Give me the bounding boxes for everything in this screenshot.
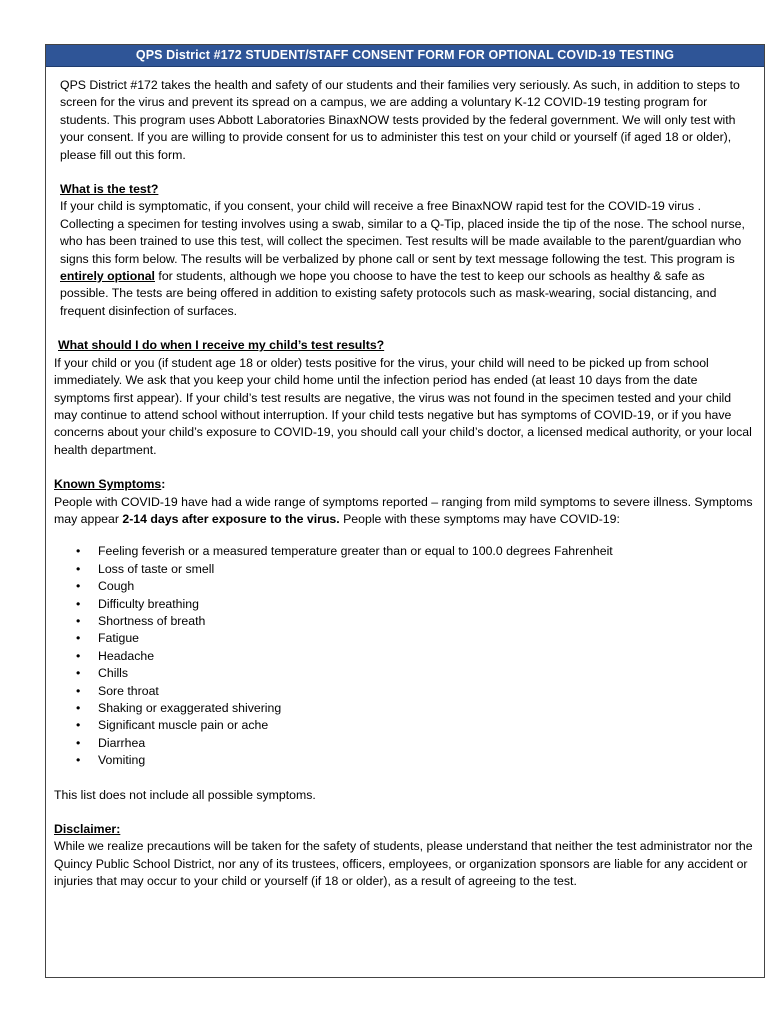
list-item: • Difficulty breathing xyxy=(54,596,756,613)
symptoms-heading: Known Symptoms xyxy=(54,477,162,492)
list-item: • Shaking or exaggerated shivering xyxy=(54,700,756,717)
list-item: • Headache xyxy=(54,648,756,665)
what-is-test-text-before: If your child is symptomatic, if you consent, your child will receive a free BinaxNOW rapid test for the COVID-19 virus . Collecting a specimen for testing involves using a swab, similar to a Q-Tip, placed inside the tip of the nose. The school nurse, who has been trained to use this test, will collect the specimen. Test results will be made available to the parent/guardian who signs this form below. The results will be verbalized by phone call or sent by text message following the test. This program is xyxy=(60,199,745,266)
what-is-test-section xyxy=(54,181,756,320)
disclaimer-heading: Disclaimer: xyxy=(54,822,121,837)
results-section xyxy=(54,337,756,459)
symptoms-heading-line xyxy=(54,476,756,493)
intro-section xyxy=(54,77,756,164)
results-paragraph: If your child or you (if student age 18 or older) tests positive for the virus, your child will need to be picked up from school immediately. We ask that you keep your child home until the infection period has ended (at least 10 days from the date symptoms first appear). If your child’s test results are negative, the virus was not found in the specimen tested and your child may continue to attend school without interruption. If your child tests negative but has symptoms of COVID-19, or if you have concerns about your child’s exposure to COVID-19, you should call your child’s doctor, a licensed medical authority, or your local health department. xyxy=(54,355,752,457)
consent-form xyxy=(45,44,765,978)
list-item: • Chills xyxy=(54,665,756,682)
form-body xyxy=(46,67,764,891)
symptoms-section xyxy=(54,476,756,804)
list-item: • Cough xyxy=(54,578,756,595)
disclaimer-paragraph: While we realize precautions will be taken for the safety of students, please understand that neither the test administrator nor the Quincy Public School District, nor any of its trustees, officers, employees, or organization sponsors are liable for any accident or injuries that may occur to your child or yourself (if 18 or older), as a result of agreeing to the test. xyxy=(54,839,753,889)
symptoms-text-after: People with these symptoms may have COVID-19: xyxy=(339,511,620,526)
list-item: • Loss of taste or smell xyxy=(54,561,756,578)
form-title: QPS District #172 STUDENT/STAFF CONSENT FORM FOR OPTIONAL COVID-19 TESTING xyxy=(46,45,764,67)
what-is-test-text-after: for students, although we hope you choose to have the test to keep our schools as healthy & safe as possible. The tests are being offered in addition to existing safety protocols such as mask-wearing, social distancing, and frequent disinfection of surfaces. xyxy=(60,269,717,318)
symptoms-list xyxy=(54,543,756,769)
list-item: • Shortness of breath xyxy=(54,613,756,630)
symptoms-heading-colon: : xyxy=(161,477,166,492)
intro-paragraph: QPS District #172 takes the health and safety of our students and their families very seriously. As such, in addition to steps to screen for the virus and prevent its spread on a campus, we are adding a voluntary K-12 COVID-19 testing program for students. This program uses Abbott Laboratories BinaxNOW tests provided by the federal government. We will only test with your consent. If you are willing to provide consent for us to administer this test on your child or yourself (if aged 18 or older), please fill out this form. xyxy=(60,78,740,162)
list-item: • Significant muscle pain or ache xyxy=(54,717,756,734)
results-heading: What should I do when I receive my child’s test results? xyxy=(58,338,385,353)
list-item: • Diarrhea xyxy=(54,735,756,752)
list-item: • Vomiting xyxy=(54,752,756,769)
disclaimer-section xyxy=(54,821,756,891)
what-is-test-paragraph xyxy=(60,198,756,320)
symptoms-text-before: People with COVID-19 have had a wide range of symptoms reported – ranging from mild symptoms to severe illness. Symptoms may appear xyxy=(54,494,753,526)
symptoms-note: This list does not include all possible symptoms. xyxy=(54,787,316,802)
list-item: • Fatigue xyxy=(54,630,756,647)
list-item: • Feeling feverish or a measured temperature greater than or equal to 100.0 degrees Fahrenheit xyxy=(54,543,756,560)
what-is-test-heading: What is the test? xyxy=(60,182,159,197)
symptoms-timing-emphasis: 2-14 days after exposure to the virus. xyxy=(122,511,340,526)
symptoms-paragraph xyxy=(54,494,756,529)
list-item: • Sore throat xyxy=(54,683,756,700)
entirely-optional-emphasis: entirely optional xyxy=(60,269,155,284)
